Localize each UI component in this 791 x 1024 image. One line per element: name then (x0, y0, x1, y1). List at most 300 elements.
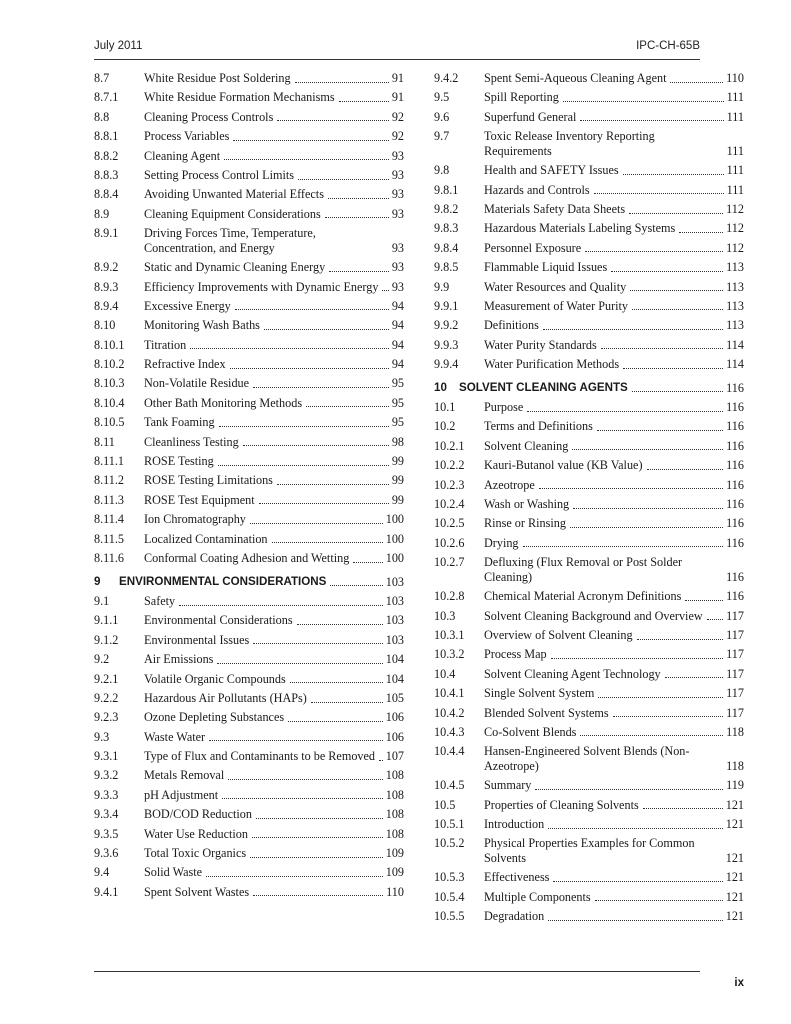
toc-entry-title: Defluxing (Flux Removal or Post Solder Cleaning) (484, 555, 683, 584)
toc-entry-title: Type of Flux and Contaminants to be Removed (144, 749, 376, 764)
toc-entry-number: 9.3.5 (94, 826, 119, 841)
toc-entry-page: 95 (391, 415, 404, 430)
toc-entry[interactable] (94, 512, 404, 527)
toc-entry-number: 10.5.5 (434, 909, 465, 924)
toc-dot-leader (665, 667, 724, 678)
toc-entry[interactable] (434, 478, 744, 493)
toc-entry[interactable] (434, 439, 744, 454)
toc-entry[interactable] (434, 909, 744, 924)
toc-entry[interactable] (434, 706, 744, 721)
toc-entry-title: Ion Chromatography (144, 512, 246, 527)
toc-entry-number: 10.2.2 (434, 458, 465, 473)
toc-dot-leader (297, 614, 383, 625)
toc-entry-title: White Residue Post Soldering (144, 71, 291, 85)
toc-dot-leader (613, 706, 724, 717)
toc-entry-number: 10.5.2 (434, 836, 465, 851)
toc-entry[interactable] (94, 207, 404, 222)
toc-entry[interactable] (434, 555, 744, 584)
toc-entry[interactable] (94, 110, 404, 125)
toc-entry-page: 121 (725, 797, 744, 812)
toc-entry-number: 10.3 (434, 608, 456, 623)
toc-entry-page: 93 (391, 167, 404, 182)
toc-entry-number: 8.10.2 (94, 357, 125, 372)
toc-dot-leader (535, 779, 723, 790)
toc-dot-leader (580, 725, 723, 736)
toc-entry-title: Water Purification Methods (484, 357, 620, 372)
toc-entry-title: Properties of Cleaning Solvents (484, 797, 639, 812)
toc-entry-page: 117 (726, 647, 744, 662)
toc-entry-title: Toxic Release Inventory Reporting Requirements (484, 129, 655, 158)
toc-entry-page: 116 (726, 438, 744, 453)
toc-entry[interactable] (434, 458, 744, 473)
toc-entry-title: Solvent Cleaning (484, 438, 569, 453)
toc-dot-leader (339, 91, 389, 102)
toc-entry-number: 8.8 (94, 109, 110, 124)
toc-dot-leader (253, 377, 389, 388)
toc-dot-leader (594, 183, 724, 194)
toc-entry[interactable] (434, 609, 744, 624)
toc-entry-page: 109 (385, 865, 404, 880)
toc-entry[interactable] (434, 589, 744, 604)
toc-entry-page: 94 (391, 298, 404, 313)
toc-entry[interactable] (94, 90, 404, 105)
toc-entry-title: Wash or Washing (484, 497, 570, 511)
toc-entry-title: Drying (484, 535, 519, 550)
toc-entry-title: Introduction (484, 817, 545, 832)
toc-dot-leader (548, 818, 722, 829)
toc-entry[interactable] (94, 788, 404, 803)
toc-entry-title: Process Variables (144, 129, 230, 144)
toc-entry[interactable] (94, 129, 404, 144)
toc-entry-title: Overview of Solvent Cleaning (484, 627, 633, 642)
toc-entry[interactable] (434, 110, 744, 125)
toc-entry-page: 93 (391, 187, 404, 202)
toc-entry[interactable] (434, 299, 744, 314)
toc-entry-title: Hazardous Materials Labeling Systems (484, 221, 676, 236)
toc-entry-title: Conformal Coating Adhesion and Wetting (144, 550, 350, 565)
toc-dot-leader (548, 910, 722, 921)
toc-dot-leader (252, 827, 383, 838)
toc-entry[interactable] (434, 870, 744, 885)
toc-entry-title: Localized Contamination (144, 531, 268, 546)
toc-entry-number: 8.11.3 (94, 492, 125, 507)
toc-entry[interactable] (94, 376, 404, 391)
toc-entry[interactable] (94, 730, 404, 745)
toc-dot-leader (637, 629, 724, 640)
toc-dot-leader (647, 459, 724, 470)
toc-entry[interactable] (94, 633, 404, 648)
toc-entry-page: 117 (726, 705, 744, 720)
toc-entry-title: Setting Process Control Limits (144, 167, 294, 182)
toc-entry-page: 116 (726, 589, 744, 604)
toc-entry[interactable] (434, 497, 744, 512)
toc-entry[interactable] (434, 221, 744, 236)
toc-entry-number: 10.2.6 (434, 535, 465, 550)
toc-entry[interactable] (94, 299, 404, 314)
toc-entry-page: 121 (725, 909, 744, 924)
toc-entry[interactable] (94, 691, 404, 706)
toc-entry-title: Hansen-Engineered Solvent Blends (Non-Azeotrope) (484, 744, 690, 773)
toc-entry[interactable] (94, 280, 404, 295)
toc-entry-page: 111 (726, 90, 744, 105)
toc-entry-number: 10.5.4 (434, 889, 465, 904)
toc-dot-leader (253, 633, 382, 644)
toc-dot-leader (329, 261, 389, 272)
toc-entry-number: 9.5 (434, 90, 450, 105)
toc-entry-page: 113 (726, 318, 744, 333)
toc-entry-title: Ozone Depleting Substances (144, 710, 285, 725)
toc-entry-title: Personnel Exposure (484, 240, 582, 255)
toc-dot-leader (523, 536, 724, 547)
toc-entry[interactable] (94, 807, 404, 822)
toc-entry-number: 10.5 (434, 797, 456, 812)
toc-section-heading[interactable] (434, 381, 744, 396)
toc-entry-number: 9.2.2 (94, 690, 119, 705)
toc-dot-leader (235, 299, 389, 310)
toc-entry[interactable] (434, 241, 744, 256)
toc-entry-title: Avoiding Unwanted Material Effects (144, 187, 324, 202)
toc-entry[interactable] (94, 613, 404, 628)
toc-entry[interactable] (94, 454, 404, 469)
toc-dot-leader (580, 110, 723, 121)
toc-entry[interactable] (434, 686, 744, 701)
toc-entry[interactable] (434, 817, 744, 832)
toc-entry-number: 9.9.3 (434, 337, 459, 352)
toc-dot-leader (272, 532, 383, 543)
toc-entry-title: Water Purity Standards (484, 337, 597, 352)
toc-entry-title: Cleaning Agent (144, 148, 221, 163)
toc-entry-title: Solvent Cleaning Background and Overview (484, 608, 703, 623)
toc-entry-title: ROSE Testing (144, 454, 214, 469)
toc-dot-leader (595, 890, 723, 901)
toc-entry[interactable] (434, 419, 744, 434)
toc-entry-page: 105 (385, 690, 404, 705)
toc-dot-leader (597, 420, 723, 431)
toc-entry-title: Static and Dynamic Cleaning Energy (144, 260, 326, 275)
toc-entry-number: 8.10.1 (94, 337, 125, 352)
toc-entry[interactable] (94, 260, 404, 275)
toc-entry-number: 10.2.8 (434, 589, 465, 604)
toc-entry-number: 9.3 (94, 729, 110, 744)
toc-entry-page: 91 (391, 71, 404, 85)
toc-entry-title: Solid Waste (144, 865, 203, 880)
toc-dot-leader (218, 455, 389, 466)
toc-entry-page: 109 (385, 846, 404, 861)
header-rule (94, 59, 700, 60)
toc-entry[interactable] (434, 400, 744, 415)
toc-entry-title: Cleaning Process Controls (144, 109, 274, 124)
toc-entry-page: 114 (726, 337, 744, 352)
toc-entry-title: Refractive Index (144, 357, 226, 372)
toc-entry-title: Spent Solvent Wastes (144, 884, 250, 899)
toc-entry-number: 10.3.2 (434, 647, 465, 662)
toc-entry-title: Health and SAFETY Issues (484, 163, 619, 178)
toc-entry[interactable] (94, 532, 404, 547)
toc-entry-number: 9.2.3 (94, 710, 119, 725)
toc-entry-page: 95 (391, 376, 404, 391)
toc-entry[interactable] (434, 744, 744, 773)
toc-entry[interactable] (94, 551, 404, 566)
toc-entry-page: 103 (385, 632, 404, 647)
toc-right-column (434, 71, 744, 929)
toc-entry-page: 103 (385, 613, 404, 628)
toc-entry-page: 116 (726, 569, 744, 584)
toc-entry-number: 8.10.3 (94, 376, 125, 391)
toc-entry-title: Multiple Components (484, 889, 591, 904)
toc-entry[interactable] (434, 836, 744, 865)
toc-entry-page: 119 (726, 778, 744, 793)
toc-entry[interactable] (434, 260, 744, 275)
toc-entry[interactable] (434, 536, 744, 551)
toc-entry-title: Terms and Definitions (484, 419, 593, 434)
toc-entry[interactable] (434, 890, 744, 905)
toc-entry-page: 95 (391, 395, 404, 410)
toc-entry[interactable] (94, 594, 404, 609)
toc-entry[interactable] (434, 357, 744, 372)
toc-entry[interactable] (94, 435, 404, 450)
toc-entry[interactable] (434, 778, 744, 793)
toc-entry-page: 92 (391, 109, 404, 124)
toc-entry-number: 9.9.2 (434, 318, 459, 333)
toc-entry-page: 91 (391, 90, 404, 105)
toc-entry-number: 8.11 (94, 434, 115, 449)
toc-entry-title: Single Solvent System (484, 686, 595, 701)
toc-dot-leader (224, 149, 389, 160)
toc-entry[interactable] (94, 652, 404, 667)
toc-dot-leader (233, 130, 388, 141)
toc-entry-page: 106 (385, 729, 404, 744)
toc-entry[interactable] (434, 163, 744, 178)
toc-entry-page: 94 (391, 318, 404, 333)
toc-entry-page: 121 (725, 851, 744, 866)
toc-entry[interactable] (434, 647, 744, 662)
toc-entry-title: ROSE Testing Limitations (144, 473, 273, 488)
toc-entry-page: 117 (726, 627, 744, 642)
toc-entry-number: 8.9.2 (94, 260, 119, 275)
toc-entry[interactable] (94, 187, 404, 202)
toc-entry-page: 100 (385, 531, 404, 546)
toc-dot-leader (553, 871, 722, 882)
toc-entry[interactable] (94, 318, 404, 333)
toc-entry-title: Air Emissions (144, 652, 214, 667)
toc-entry-page: 106 (385, 710, 404, 725)
toc-dot-leader (190, 338, 389, 349)
toc-entry-title: Spill Reporting (484, 90, 559, 105)
toc-entry-page: 92 (391, 129, 404, 144)
toc-entry[interactable] (94, 749, 404, 764)
toc-entry-title: SOLVENT CLEANING AGENTS (459, 380, 628, 394)
toc-entry-page: 117 (726, 666, 744, 681)
toc-dot-leader (306, 396, 389, 407)
toc-entry[interactable] (434, 202, 744, 217)
toc-entry-number: 9.8.3 (434, 221, 459, 236)
toc-entry-title: Physical Properties Examples for Common Solvents (484, 836, 695, 866)
toc-entry-number: 8.8.3 (94, 167, 119, 182)
toc-entry-number: 8.11.6 (94, 550, 125, 565)
toc-entry-number: 8.11.4 (94, 512, 125, 527)
toc-entry[interactable] (94, 226, 404, 255)
toc-entry-number: 9 (94, 574, 101, 588)
toc-entry-number: 8.10.5 (94, 415, 125, 430)
toc-entry-page: 116 (726, 400, 744, 415)
toc-entry[interactable] (434, 183, 744, 198)
toc-entry[interactable] (434, 318, 744, 333)
toc-entry-number: 9.6 (434, 109, 450, 124)
toc-entry-title: Cleaning Equipment Considerations (144, 206, 321, 221)
toc-entry-title: Hazardous Air Pollutants (HAPs) (144, 690, 307, 705)
toc-entry-number: 8.9.1 (94, 226, 119, 241)
toc-entry[interactable] (94, 338, 404, 353)
toc-dot-leader (539, 478, 723, 489)
toc-entry-number: 10.5.1 (434, 817, 465, 832)
toc-entry[interactable] (94, 473, 404, 488)
toc-entry-page: 99 (391, 473, 404, 488)
toc-entry-page: 113 (726, 298, 744, 313)
toc-entry[interactable] (94, 865, 404, 880)
toc-entry[interactable] (434, 667, 744, 682)
toc-entry-title: Tank Foaming (144, 415, 215, 430)
toc-section-heading[interactable] (94, 575, 404, 590)
toc-entry[interactable] (94, 168, 404, 183)
toc-dot-leader (570, 517, 723, 528)
toc-entry-number: 9.4.2 (434, 71, 459, 85)
toc-dot-leader (379, 750, 383, 761)
toc-dot-leader (543, 319, 723, 330)
toc-entry-page: 114 (726, 357, 744, 372)
toc-entry-title: Process Map (484, 647, 547, 662)
toc-entry-page: 121 (725, 817, 744, 832)
toc-entry-page: 111 (726, 182, 744, 197)
toc-entry-page: 94 (391, 357, 404, 372)
toc-entry-title: Waste Water (144, 729, 206, 744)
toc-entry[interactable] (94, 710, 404, 725)
toc-entry-title: Titration (144, 337, 187, 352)
toc-entry-title: Excessive Energy (144, 298, 231, 313)
toc-entry-title: Blended Solvent Systems (484, 705, 609, 720)
toc-entry-page: 117 (726, 686, 744, 701)
toc-entry[interactable] (434, 725, 744, 740)
toc-entry[interactable] (94, 357, 404, 372)
toc-entry[interactable] (434, 516, 744, 531)
toc-entry[interactable] (434, 628, 744, 643)
toc-entry-number: 8.10 (94, 318, 116, 333)
toc-dot-leader (298, 169, 389, 180)
toc-dot-leader (250, 513, 383, 524)
toc-entry-title: Definitions (484, 318, 539, 333)
toc-entry[interactable] (434, 280, 744, 295)
toc-entry-number: 9.4 (94, 865, 110, 880)
toc-entry-title: Degradation (484, 909, 545, 924)
toc-entry[interactable] (94, 415, 404, 430)
toc-dot-leader (295, 72, 389, 83)
toc-dot-leader (670, 72, 723, 83)
toc-entry-page: 100 (385, 550, 404, 565)
toc-entry-number: 9.8.1 (434, 182, 459, 197)
page-number: ix (734, 977, 744, 989)
toc-entry-number: 9.9.4 (434, 357, 459, 372)
toc-entry-number: 9.9 (434, 279, 450, 294)
toc-entry[interactable] (94, 493, 404, 508)
toc-entry-number: 9.1.2 (94, 632, 119, 647)
toc-dot-leader (330, 575, 382, 586)
toc-entry-page: 116 (726, 477, 744, 492)
toc-entry-number: 9.8.5 (434, 260, 459, 275)
toc-dot-leader (256, 808, 383, 819)
toc-entry-title: Chemical Material Acronym Definitions (484, 589, 682, 604)
toc-entry-page: 116 (726, 497, 744, 511)
toc-entry-number: 9.1.1 (94, 613, 119, 628)
toc-entry[interactable] (94, 71, 404, 86)
toc-entry-page: 99 (391, 454, 404, 469)
toc-entry[interactable] (434, 90, 744, 105)
toc-entry[interactable] (94, 885, 404, 900)
toc-entry-number: 10.2 (434, 419, 456, 434)
toc-entry-page: 93 (391, 240, 404, 255)
toc-entry-page: 103 (385, 574, 404, 589)
toc-dot-leader (179, 595, 383, 606)
toc-entry[interactable] (434, 338, 744, 353)
toc-entry-page: 112 (726, 201, 744, 216)
toc-entry[interactable] (94, 827, 404, 842)
toc-entry-number: 10.2.7 (434, 555, 465, 570)
toc-entry[interactable] (94, 149, 404, 164)
toc-dot-leader (551, 648, 724, 659)
toc-entry-number: 8.8.4 (94, 187, 119, 202)
toc-entry-number: 8.9.3 (94, 279, 119, 294)
toc-entry-page: 121 (725, 889, 744, 904)
toc-entry-title: Driving Forces Time, Temperature, Concentration, and Energy (144, 226, 316, 255)
toc-entry[interactable] (434, 798, 744, 813)
toc-entry-title: Effectiveness (484, 870, 550, 885)
toc-entry-number: 10 (434, 380, 447, 394)
toc-dot-leader (629, 203, 723, 214)
toc-entry[interactable] (94, 672, 404, 687)
toc-entry[interactable] (434, 71, 744, 86)
toc-entry-number: 9.8.2 (434, 201, 459, 216)
toc-dot-leader (290, 672, 383, 683)
toc-dot-leader (623, 358, 723, 369)
toc-entry-title: Solvent Cleaning Agent Technology (484, 666, 661, 681)
toc-entry-title: ROSE Test Equipment (144, 492, 255, 507)
toc-entry-number: 8.7 (94, 71, 110, 85)
toc-entry[interactable] (94, 396, 404, 411)
toc-entry-page: 93 (391, 206, 404, 221)
toc-dot-leader (598, 687, 723, 698)
toc-entry-number: 10.2.5 (434, 516, 465, 531)
toc-entry[interactable] (434, 129, 744, 158)
toc-dot-leader (585, 241, 723, 252)
toc-entry-number: 9.7 (434, 129, 450, 144)
toc-entry-number: 10.2.1 (434, 438, 465, 453)
toc-entry-number: 8.11.2 (94, 473, 125, 488)
toc-entry[interactable] (94, 846, 404, 861)
toc-entry-number: 10.4.4 (434, 744, 465, 759)
toc-entry-title: Cleanliness Testing (144, 434, 239, 449)
toc-dot-leader (382, 280, 388, 291)
toc-entry-page: 104 (385, 652, 404, 667)
toc-entry-number: 10.5.3 (434, 870, 465, 885)
toc-entry-page: 113 (726, 260, 744, 275)
toc-dot-leader (643, 798, 723, 809)
toc-dot-leader (277, 474, 389, 485)
toc-entry-title: Co-Solvent Blends (484, 724, 577, 739)
toc-entry-page: 103 (385, 593, 404, 608)
toc-entry-page: 111 (726, 143, 744, 158)
toc-entry-title: Hazards and Controls (484, 182, 590, 197)
toc-entry-number: 10.3.1 (434, 627, 465, 642)
toc-dot-leader (253, 885, 383, 896)
toc-entry[interactable] (94, 768, 404, 783)
